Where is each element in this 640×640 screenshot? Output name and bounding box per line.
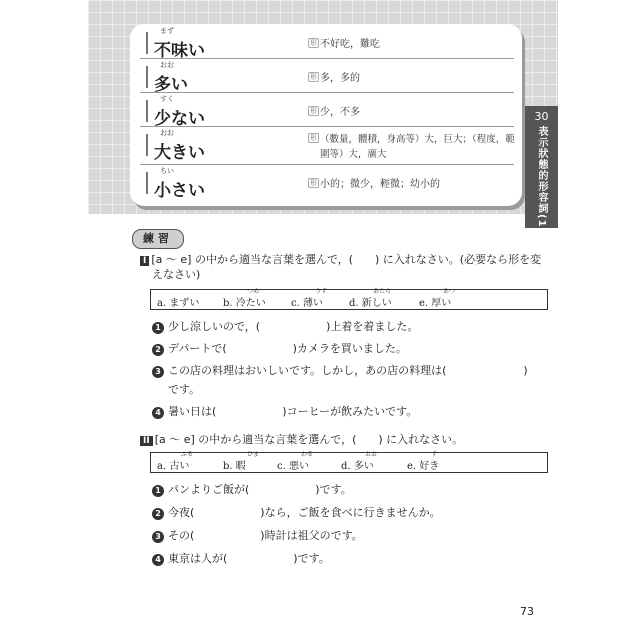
choice-text: c. 悪い xyxy=(277,461,309,472)
choice-text: d. 新しい xyxy=(349,298,392,309)
question-item xyxy=(152,403,417,419)
row-marker xyxy=(146,134,148,156)
chapter-number: 30 xyxy=(534,110,549,123)
vocabulary-card xyxy=(130,24,522,206)
question-continuation: です。 xyxy=(168,383,201,396)
question-item xyxy=(152,318,418,334)
choice-item xyxy=(341,451,378,472)
word-reading: ちい xyxy=(160,167,174,175)
choice-text: c. 薄い xyxy=(291,298,323,309)
choice-text: d. 多い xyxy=(341,461,374,472)
chapter-title: 表示狀態的形容詞(1) xyxy=(536,126,547,234)
question-number: 3 xyxy=(152,531,164,543)
choice-text: b. 冷たい xyxy=(223,298,266,309)
question-text: デパートで( )カメラを買いました。 xyxy=(168,342,407,355)
question-text: この店の料理はおいしいです。しかし，あの店の料理は( ) xyxy=(168,364,528,377)
vocab-word: 大きい xyxy=(154,143,205,163)
question-text: その( )時計は祖父のです。 xyxy=(168,529,363,542)
instruction-text: [a ～ e] の中から適当な言葉を選んで，( ) に入れなさい。(必要なら形を変 xyxy=(151,253,542,266)
question-item xyxy=(152,481,352,497)
choice-item xyxy=(277,451,314,472)
question-item xyxy=(152,550,330,566)
choice-item xyxy=(157,451,194,472)
question-text: 暑い日は( )コーヒーが飲みたいです。 xyxy=(168,405,418,418)
vocab-meaning-continued: 圍等）大，廣大 xyxy=(320,149,387,160)
page-number: 73 xyxy=(520,605,534,618)
choice-reading: ひま xyxy=(247,451,260,458)
vocab-word: 小さい xyxy=(154,181,205,201)
vocab-word: 少ない xyxy=(154,109,205,129)
vocab-row xyxy=(140,26,514,59)
choice-item xyxy=(349,288,392,309)
vocab-row xyxy=(140,60,514,93)
part-of-speech-badge: 形 xyxy=(310,73,317,81)
choice-text: e. 厚い xyxy=(419,298,452,309)
vocab-row xyxy=(140,166,514,201)
question-number: 2 xyxy=(152,508,164,520)
question-number: 1 xyxy=(152,322,164,334)
choice-reading: うす xyxy=(315,288,328,295)
question-number: 4 xyxy=(152,407,164,419)
choice-item xyxy=(223,451,260,472)
choice-item xyxy=(419,288,456,309)
choice-reading: おお xyxy=(365,451,378,458)
question-number: 1 xyxy=(152,485,164,497)
practice-heading: 練習 xyxy=(132,229,184,249)
question-item xyxy=(152,504,441,520)
word-reading: おお xyxy=(160,129,174,137)
section-1-instruction-cont: えなさい) xyxy=(152,268,201,281)
choice-text: a. 古い xyxy=(157,461,190,472)
section-1-choices-box xyxy=(150,289,548,310)
section-2-choices-box xyxy=(150,452,548,473)
question-text: 今夜( )なら，ご飯を食べに行きませんか。 xyxy=(168,506,441,519)
vocab-meaning: 多，多的 xyxy=(320,73,360,84)
part-of-speech-badge: 形 xyxy=(310,179,317,187)
vocab-row xyxy=(140,94,514,127)
choice-text: a. まずい xyxy=(157,298,200,309)
question-text: 東京は人が( )です。 xyxy=(168,552,330,565)
choice-text: e. 好き xyxy=(407,461,440,472)
instruction-text: [a ～ e] の中から適当な言葉を選んで，( ) に入れなさい。 xyxy=(154,433,464,446)
row-marker xyxy=(146,32,148,54)
part-of-speech-badge: 形 xyxy=(310,134,317,142)
question-item xyxy=(152,340,407,356)
chapter-side-tab xyxy=(525,106,558,234)
section-number-badge: I xyxy=(140,256,149,266)
vocab-word: 多い xyxy=(154,75,188,95)
word-reading: おお xyxy=(160,61,174,69)
question-text: 少し涼しいので，( )上着を着ました。 xyxy=(168,320,419,333)
question-number: 2 xyxy=(152,344,164,356)
question-number: 3 xyxy=(152,366,164,378)
choice-item xyxy=(157,294,199,309)
section-number-badge: II xyxy=(140,436,153,446)
choice-reading: つめ xyxy=(247,288,260,295)
word-reading: すく xyxy=(160,95,174,103)
question-item xyxy=(152,362,528,378)
row-marker xyxy=(146,172,148,194)
choice-reading: あたら xyxy=(373,288,392,295)
row-marker xyxy=(146,66,148,88)
choice-reading: わる xyxy=(301,451,314,458)
word-reading: まず xyxy=(160,27,174,35)
choice-item xyxy=(291,288,328,309)
vocab-row xyxy=(140,128,514,165)
choice-reading: ふる xyxy=(181,451,194,458)
choice-item xyxy=(407,451,440,472)
choice-reading: あつ xyxy=(443,288,456,295)
section-2-instruction xyxy=(140,431,463,447)
question-text: パンよりご飯が( )です。 xyxy=(168,483,352,496)
textbook-page xyxy=(88,0,558,640)
question-item xyxy=(152,527,363,543)
section-1-instruction xyxy=(140,251,541,267)
row-marker xyxy=(146,100,148,122)
choice-item xyxy=(223,288,266,309)
part-of-speech-badge: 形 xyxy=(310,39,317,47)
choice-reading: す xyxy=(431,451,438,458)
choice-text: b. 暇 xyxy=(223,461,246,472)
part-of-speech-badge: 形 xyxy=(310,107,317,115)
vocab-meaning: （數量，體積，身高等）大，巨大；（程度，範 xyxy=(320,134,515,145)
vocab-meaning: 小的；微少，輕微；幼小的 xyxy=(320,179,440,190)
vocab-word: 不味い xyxy=(154,41,205,61)
question-number: 4 xyxy=(152,554,164,566)
vocab-meaning: 不好吃，難吃 xyxy=(320,39,380,50)
vocab-meaning: 少，不多 xyxy=(320,107,360,118)
